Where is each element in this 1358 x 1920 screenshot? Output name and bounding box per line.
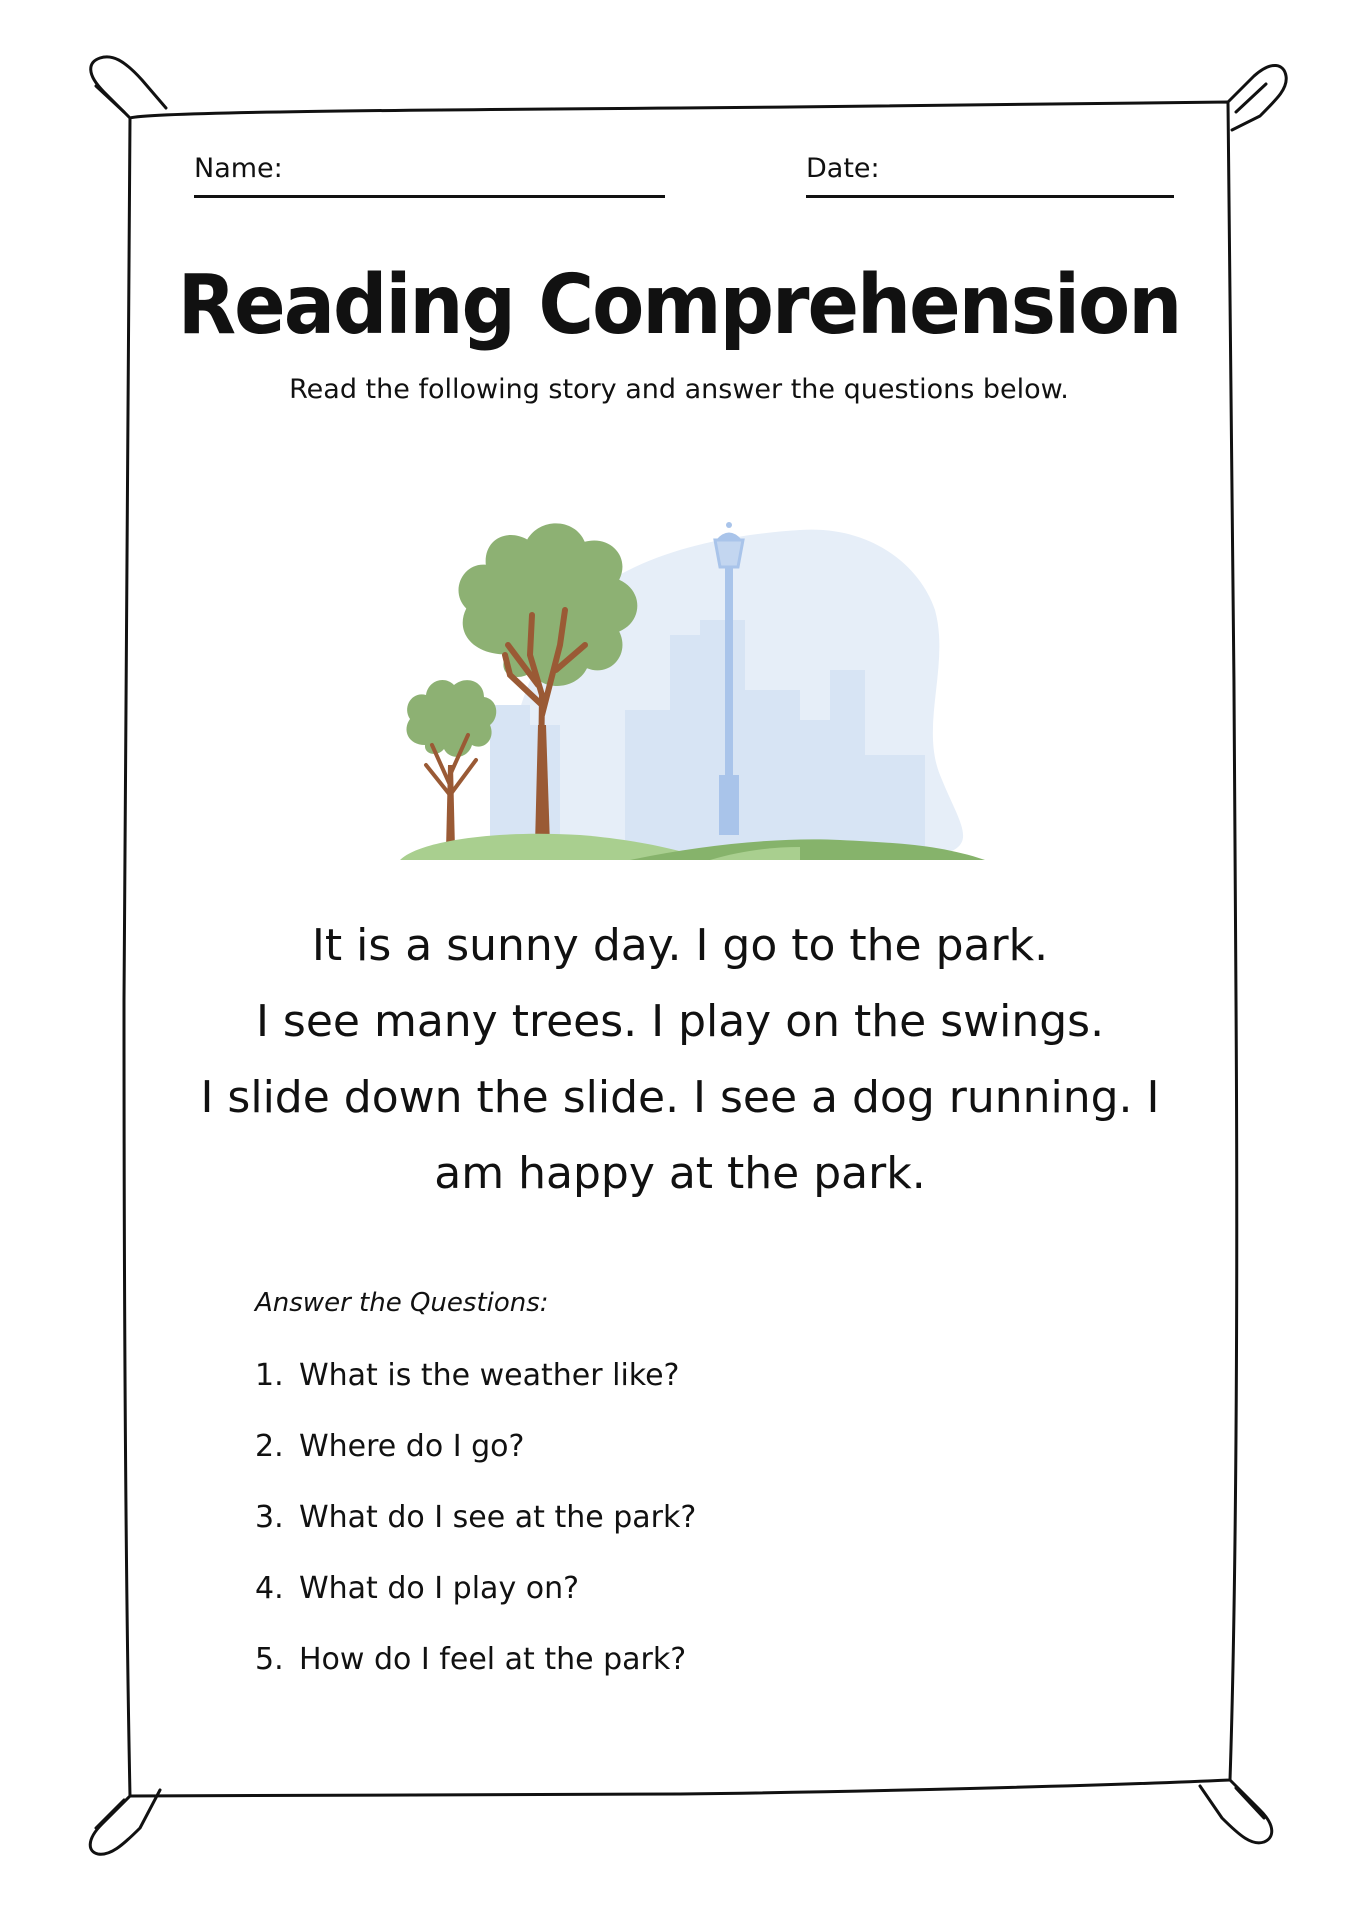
name-label: Name:: [194, 153, 283, 184]
question-number: 4.: [255, 1571, 284, 1606]
question-text: What is the weather like?: [299, 1358, 680, 1393]
question-item: [255, 1358, 696, 1429]
story-text: [180, 908, 1180, 1212]
question-item: [255, 1500, 696, 1571]
question-text: What do I play on?: [299, 1571, 580, 1606]
question-number: 5.: [255, 1642, 284, 1677]
instructions: Read the following story and answer the questions below.: [289, 374, 1069, 405]
question-text: What do I see at the park?: [299, 1500, 697, 1535]
questions-list: [255, 1358, 696, 1713]
page-title: Reading Comprehension: [177, 256, 1181, 353]
story-line: It is a sunny day. I go to the park.: [311, 920, 1049, 971]
question-item: [255, 1429, 696, 1500]
date-input-line[interactable]: [806, 195, 1174, 198]
name-input-line[interactable]: [194, 195, 665, 198]
question-number: 3.: [255, 1500, 284, 1535]
question-text: Where do I go?: [299, 1429, 525, 1464]
date-label: Date:: [806, 153, 880, 184]
question-number: 2.: [255, 1429, 284, 1464]
questions-heading: Answer the Questions:: [255, 1288, 549, 1318]
question-item: [255, 1571, 696, 1642]
question-item: [255, 1642, 696, 1713]
question-number: 1.: [255, 1358, 284, 1393]
question-text: How do I feel at the park?: [299, 1642, 687, 1677]
story-line: I slide down the slide. I see a dog running. I: [200, 1072, 1160, 1123]
small-tree-icon: [406, 680, 496, 850]
story-line: am happy at the park.: [434, 1148, 926, 1199]
story-line: I see many trees. I play on the swings.: [255, 996, 1105, 1047]
park-scene-illustration: [380, 495, 1020, 865]
